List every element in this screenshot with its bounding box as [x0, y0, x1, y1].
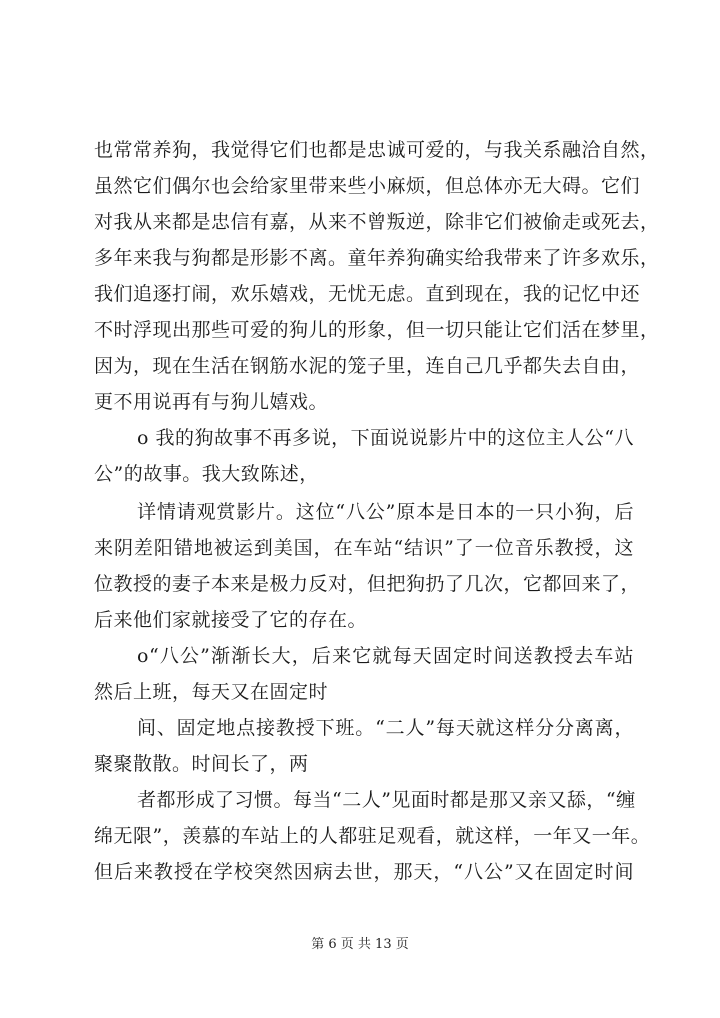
text-line: 我们追逐打闹，欢乐嬉戏，无忧无虑。直到现在，我的记忆中还 — [94, 283, 641, 305]
text-line: 对我从来都是忠信有嘉，从来不曾叛逆，除非它们被偷走或死去， — [94, 211, 660, 233]
text-line: 虽然它们偶尔也会给家里带来些小麻烦，但总体亦无大碍。它们 — [94, 175, 641, 197]
text-line: 然后上班，每天又在固定时 — [94, 681, 329, 703]
text-line: 后来他们家就接受了它的存在。 — [94, 609, 368, 631]
text-line: 更不用说再有与狗儿嬉戏。 — [94, 391, 329, 413]
text-line: 也常常养狗，我觉得它们也都是忠诚可爱的，与我关系融洽自然， — [94, 139, 660, 161]
text-line: 不时浮现出那些可爱的狗儿的形象，但一切只能让它们活在梦里， — [94, 319, 660, 341]
text-line: 绵无限”，羡慕的车站上的人都驻足观看，就这样，一年又一年。 — [94, 825, 651, 847]
text-line: 多年来我与狗都是形影不离。童年养狗确实给我带来了许多欢乐， — [94, 247, 660, 269]
text-line: 来阴差阳错地被运到美国，在车站“结识”了一位音乐教授，这 — [94, 537, 634, 559]
paragraph-start-line: 间、固定地点接教授下班。“二人”每天就这样分分离离， — [137, 717, 634, 739]
paragraph-start-line: o 我的狗故事不再多说，下面说说影片中的这位主人公“八 — [137, 427, 634, 449]
paragraph-start-line: 详情请观赏影片。这位“八公”原本是日本的一只小狗，后 — [137, 501, 634, 523]
page-footer: 第 6 页 共 13 页 — [311, 937, 409, 952]
text-line: 位教授的妻子本来是极力反对，但把狗扔了几次，它都回来了， — [94, 573, 641, 595]
paragraph-start-line: o“八公”渐渐长大，后来它就每天固定时间送教授去车站 — [137, 645, 634, 667]
text-line: 但后来教授在学校突然因病去世，那天，“八公”又在固定时间 — [94, 861, 634, 883]
text-line: 公”的故事。我大致陈述， — [94, 463, 319, 485]
paragraph-start-line: 者都形成了习惯。每当“二人”见面时都是那又亲又舔，“缠 — [137, 789, 636, 811]
text-line: 因为，现在生活在钢筋水泥的笼子里，连自己几乎都失去自由， — [94, 355, 641, 377]
text-line: 聚聚散散。时间长了，两 — [94, 753, 309, 775]
